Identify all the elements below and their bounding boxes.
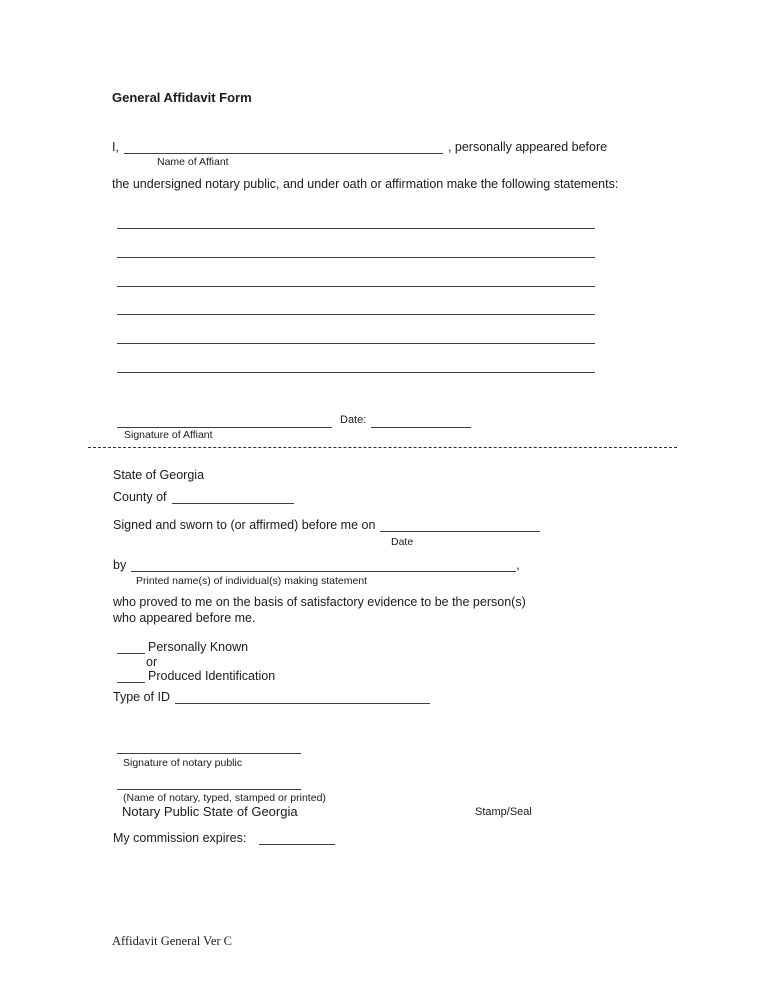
affiant-date-field[interactable] — [371, 415, 471, 428]
sworn-date-caption: Date — [391, 536, 414, 548]
commission-expiry-field[interactable] — [259, 832, 335, 845]
affiant-date-label: Date: — [340, 414, 367, 426]
personally-known-blank[interactable] — [117, 641, 145, 654]
intro-prefix: I, — [112, 140, 119, 154]
type-of-id-row — [113, 690, 430, 704]
proof-line-1: who proved to me on the basis of satisfactory evidence to be the person(s) — [113, 595, 526, 609]
section-divider — [88, 447, 677, 448]
intro-suffix: , personally appeared before — [447, 140, 608, 154]
affiant-intro-row — [112, 140, 607, 154]
or-label: or — [146, 655, 158, 669]
proof-line-2: who appeared before me. — [113, 610, 256, 625]
produced-id-row — [117, 669, 275, 683]
county-label: County of — [113, 490, 167, 504]
produced-id-blank[interactable] — [117, 670, 145, 683]
proof-paragraph — [113, 595, 526, 626]
affiant-name-caption: Name of Affiant — [157, 156, 229, 168]
printed-name-caption: Printed name(s) of individual(s) making statement — [136, 575, 368, 587]
notary-signature-field[interactable] — [117, 741, 301, 754]
by-label: by — [113, 558, 127, 572]
affiant-signature-field[interactable] — [117, 415, 332, 428]
affiant-signature-caption: Signature of Affiant — [124, 429, 213, 441]
type-of-id-field[interactable] — [175, 691, 430, 704]
by-row — [113, 558, 520, 572]
type-of-id-label: Type of ID — [113, 690, 170, 704]
notary-name-caption: (Name of notary, typed, stamped or printed) — [123, 792, 326, 804]
statement-line[interactable] — [117, 228, 595, 229]
county-row — [113, 490, 294, 504]
affiant-name-field[interactable] — [124, 141, 443, 154]
notary-name-field[interactable] — [117, 777, 301, 790]
commission-row — [113, 831, 335, 845]
county-field[interactable] — [172, 491, 294, 504]
commission-label: My commission expires: — [113, 831, 247, 845]
page-title: General Affidavit Form — [112, 90, 252, 105]
statement-lines — [117, 228, 595, 378]
state-line: State of Georgia — [113, 468, 205, 482]
statement-line[interactable] — [117, 286, 595, 287]
statement-line[interactable] — [117, 343, 595, 344]
oath-sentence: the undersigned notary public, and under oath or affirmation make the following statements: — [112, 177, 619, 191]
personally-known-label: Personally Known — [148, 640, 249, 654]
statement-line[interactable] — [117, 257, 595, 258]
notary-title-line: Notary Public State of Georgia — [122, 804, 298, 819]
sworn-row — [113, 518, 540, 532]
notary-signature-caption: Signature of notary public — [123, 757, 243, 769]
statement-line[interactable] — [117, 372, 595, 373]
statement-line[interactable] — [117, 314, 595, 315]
affiant-signature-row — [117, 414, 471, 428]
stamp-seal-label: Stamp/Seal — [475, 806, 532, 818]
sworn-label: Signed and sworn to (or affirmed) before me on — [113, 518, 376, 532]
page-footer: Affidavit General Ver C — [112, 934, 232, 948]
produced-id-label: Produced Identification — [148, 669, 276, 683]
printed-name-field[interactable] — [131, 559, 516, 572]
by-suffix: , — [516, 558, 520, 572]
sworn-date-field[interactable] — [380, 519, 540, 532]
personally-known-row — [117, 640, 248, 654]
